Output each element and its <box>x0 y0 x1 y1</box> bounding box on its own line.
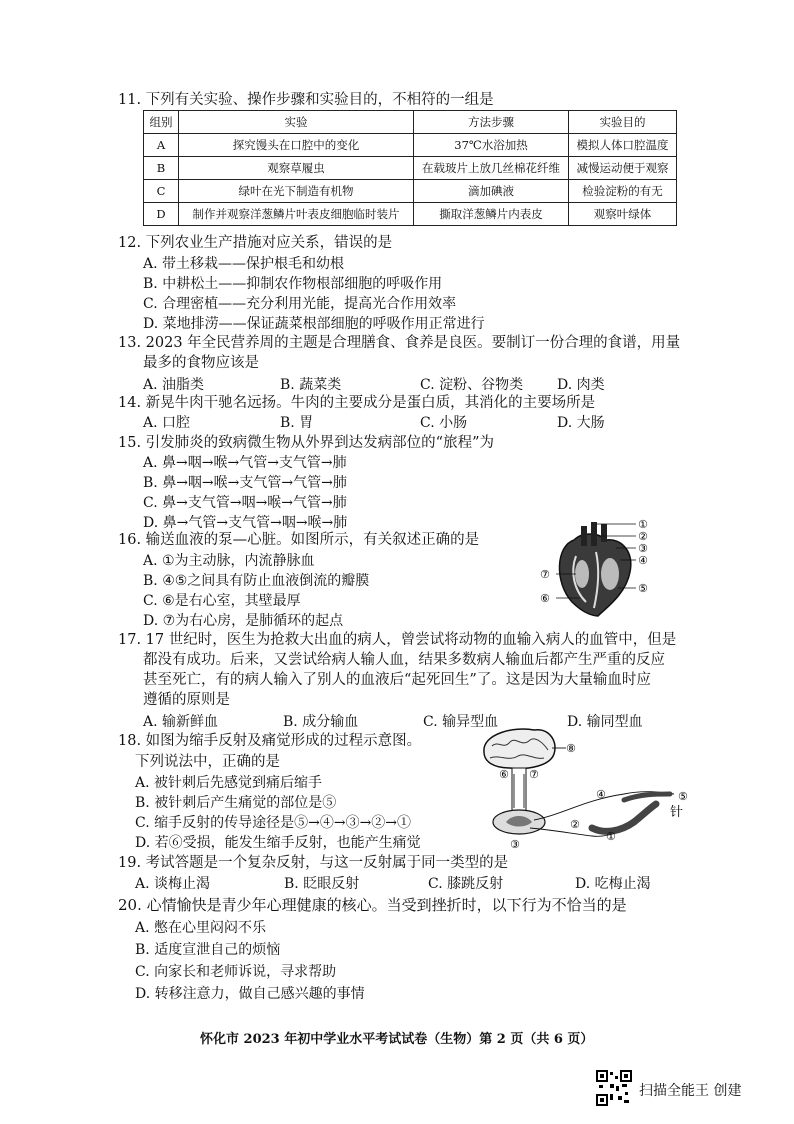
q15-stem: 15. 引发肺炎的致病微生物从外界到达发病部位的“旅程”为 <box>118 435 494 451</box>
table-header-cell: 实验目的 <box>569 111 677 134</box>
table-cell: 在载玻片上放几丝棉花纤维 <box>414 157 569 180</box>
brain-illustration <box>484 729 555 769</box>
reflex-label-3: ③ <box>510 838 520 851</box>
reflex-label-7: ⑦ <box>529 768 539 781</box>
scanner-brand-label: 扫描全能王 创建 <box>639 1083 742 1099</box>
q17-line2: 都没有成功。后来，又尝试给病人输人血，结果多数病人输血后都产生严重的反应 <box>143 652 665 668</box>
q20-option-b: B. 适度宣泄自己的烦恼 <box>135 942 281 958</box>
q19-option-d: D. 吃梅止渴 <box>575 876 651 892</box>
reflex-label-5: ⑤ <box>678 790 688 803</box>
q14-option-d: D. 大肠 <box>557 415 605 431</box>
table-cell: 减慢运动便于观察 <box>569 157 677 180</box>
page-footer: 怀化市 2023 年初中学业水平考试试卷（生物）第 2 页（共 6 页） <box>200 1032 594 1047</box>
q17-line3: 甚至死亡，有的病人输入了别人的血液后“起死回生”了。这是因为大量输血时应 <box>143 672 651 688</box>
q17-option-c: C. 输异型血 <box>423 714 499 730</box>
table-cell: 观察叶绿体 <box>569 203 677 226</box>
table-row <box>144 180 677 203</box>
q12-option-d: D. 菜地排涝——保证蔬菜根部细胞的呼吸作用正常进行 <box>143 316 485 332</box>
table-cell: 37℃水浴加热 <box>414 134 569 157</box>
spinal-cord-illustration <box>493 810 545 834</box>
reflex-label-2: ② <box>570 818 580 831</box>
q20-stem: 20. 心情愉快是青少年心理健康的核心。当受到挫折时，以下行为不恰当的是 <box>118 896 627 914</box>
q16-option-b: B. ④⑤之间具有防止血液倒流的瓣膜 <box>143 573 370 589</box>
table-header-row <box>144 111 677 134</box>
q14-stem: 14. 新晃牛肉干驰名远扬。牛肉的主要成分是蛋白质，其消化的主要场所是 <box>118 395 596 411</box>
q14-option-b: B. 胃 <box>280 415 314 431</box>
q16-option-a: A. ①为主动脉，内流静脉血 <box>143 553 315 569</box>
table-row <box>144 134 677 157</box>
heart-label-5: ⑤ <box>638 582 648 595</box>
q13-stem-line2: 最多的食物应该是 <box>143 355 259 371</box>
table-header-cell: 组别 <box>144 111 179 134</box>
heart-label-3: ③ <box>638 542 648 555</box>
table-row <box>144 157 677 180</box>
q19-stem: 19. 考试答题是一个复杂反射，与这一反射属于同一类型的是 <box>118 855 509 871</box>
q13-option-b: B. 蔬菜类 <box>280 377 342 393</box>
q12-stem: 12. 下列农业生产措施对应关系，错误的是 <box>118 235 393 251</box>
reflex-arc-diagram <box>474 724 698 852</box>
qr-code-icon <box>596 1070 632 1106</box>
q13-stem-line1: 13. 2023 年全民营养周的主题是合理膳食、食养是良医。要制订一份合理的食谱，用量 <box>118 335 681 351</box>
table-cell: 滴加碘液 <box>414 180 569 203</box>
q17-line1: 17. 17 世纪时，医生为抢救大出血的病人，曾尝试将动物的血输入病人的血管中，但是 <box>118 632 677 648</box>
q13-option-d: D. 肉类 <box>557 377 605 393</box>
heart-label-7: ⑦ <box>540 568 550 581</box>
table-cell: 检验淀粉的有无 <box>569 180 677 203</box>
q16-stem: 16. 输送血液的泵—心脏。如图所示，有关叙述正确的是 <box>118 532 480 548</box>
table-row <box>144 203 677 226</box>
table-cell: 撕取洋葱鳞片内表皮 <box>414 203 569 226</box>
q15-option-d: D. 鼻→气管→支气管→咽→喉→肺 <box>143 515 348 531</box>
table-header-cell: 实验 <box>179 111 414 134</box>
reflex-label-6: ⑥ <box>499 768 509 781</box>
q18-stem-line2: 下列说法中，正确的是 <box>135 754 280 770</box>
q16-option-d: D. ⑦为右心房，是肺循环的起点 <box>143 613 344 629</box>
q14-option-a: A. 口腔 <box>143 415 191 431</box>
q12-option-c: C. 合理密植——充分利用光能，提高光合作用效率 <box>143 296 457 312</box>
heart-diagram <box>536 512 664 622</box>
q19-option-b: B. 眨眼反射 <box>284 876 360 892</box>
table-header-cell: 方法步骤 <box>414 111 569 134</box>
q11-stem: 11. 下列有关实验、操作步骤和实验目的，不相符的一组是 <box>118 92 494 108</box>
heart-label-2: ② <box>638 530 648 543</box>
q17-option-d: D. 输同型血 <box>567 714 643 730</box>
table-cell: 模拟人体口腔温度 <box>569 134 677 157</box>
q12-option-a: A. 带土移栽——保护根毛和幼根 <box>143 256 345 272</box>
q15-option-b: B. 鼻→咽→喉→支气管→气管→肺 <box>143 475 347 491</box>
q20-option-c: C. 向家长和老师诉说，寻求帮助 <box>135 964 337 980</box>
q18-option-b: B. 被针刺后产生痛觉的部位是⑤ <box>135 795 337 811</box>
q20-option-d: D. 转移注意力，做自己感兴趣的事情 <box>135 986 365 1002</box>
experiment-table <box>143 110 677 226</box>
table-cell: B <box>144 157 179 180</box>
q12-option-b: B. 中耕松土——抑制农作物根部细胞的呼吸作用 <box>143 276 443 292</box>
q18-option-a: A. 被针刺后先感觉到痛后缩手 <box>135 775 323 791</box>
q19-option-c: C. 膝跳反射 <box>428 876 504 892</box>
table-cell: 探究馒头在口腔中的变化 <box>179 134 414 157</box>
q13-option-a: A. 油脂类 <box>143 377 205 393</box>
q16-option-c: C. ⑥是右心室，其壁最厚 <box>143 593 301 609</box>
reflex-label-4: ④ <box>596 788 606 801</box>
reflex-label-1: ① <box>606 830 616 843</box>
q17-line4: 遵循的原则是 <box>143 692 230 708</box>
q15-option-a: A. 鼻→咽→喉→气管→支气管→肺 <box>143 455 347 471</box>
heart-label-4: ④ <box>638 554 648 567</box>
q18-option-c: C. 缩手反射的传导途径是⑤→④→③→②→① <box>135 815 412 831</box>
q17-option-b: B. 成分输血 <box>283 714 359 730</box>
q19-option-a: A. 谈梅止渴 <box>135 876 211 892</box>
q18-option-d: D. 若⑥受损，能发生缩手反射，也能产生痛觉 <box>135 835 421 851</box>
table-cell: 观察草履虫 <box>179 157 414 180</box>
table-cell: 制作并观察洋葱鳞片叶表皮细胞临时装片 <box>179 203 414 226</box>
q17-option-a: A. 输新鲜血 <box>143 714 219 730</box>
q15-option-c: C. 鼻→支气管→咽→喉→气管→肺 <box>143 495 347 511</box>
q18-stem-line1: 18. 如图为缩手反射及痛觉形成的过程示意图。 <box>118 733 422 749</box>
q13-option-c: C. 淀粉、谷物类 <box>420 377 524 393</box>
needle-label: 针 <box>670 805 684 820</box>
table-cell: A <box>144 134 179 157</box>
heart-label-1: ① <box>638 518 648 531</box>
table-cell: C <box>144 180 179 203</box>
heart-label-6: ⑥ <box>540 592 550 605</box>
q20-option-a: A. 憋在心里闷闷不乐 <box>135 920 267 936</box>
q14-option-c: C. 小肠 <box>420 415 468 431</box>
reflex-label-8: ⑧ <box>566 742 576 755</box>
table-cell: 绿叶在光下制造有机物 <box>179 180 414 203</box>
table-cell: D <box>144 203 179 226</box>
